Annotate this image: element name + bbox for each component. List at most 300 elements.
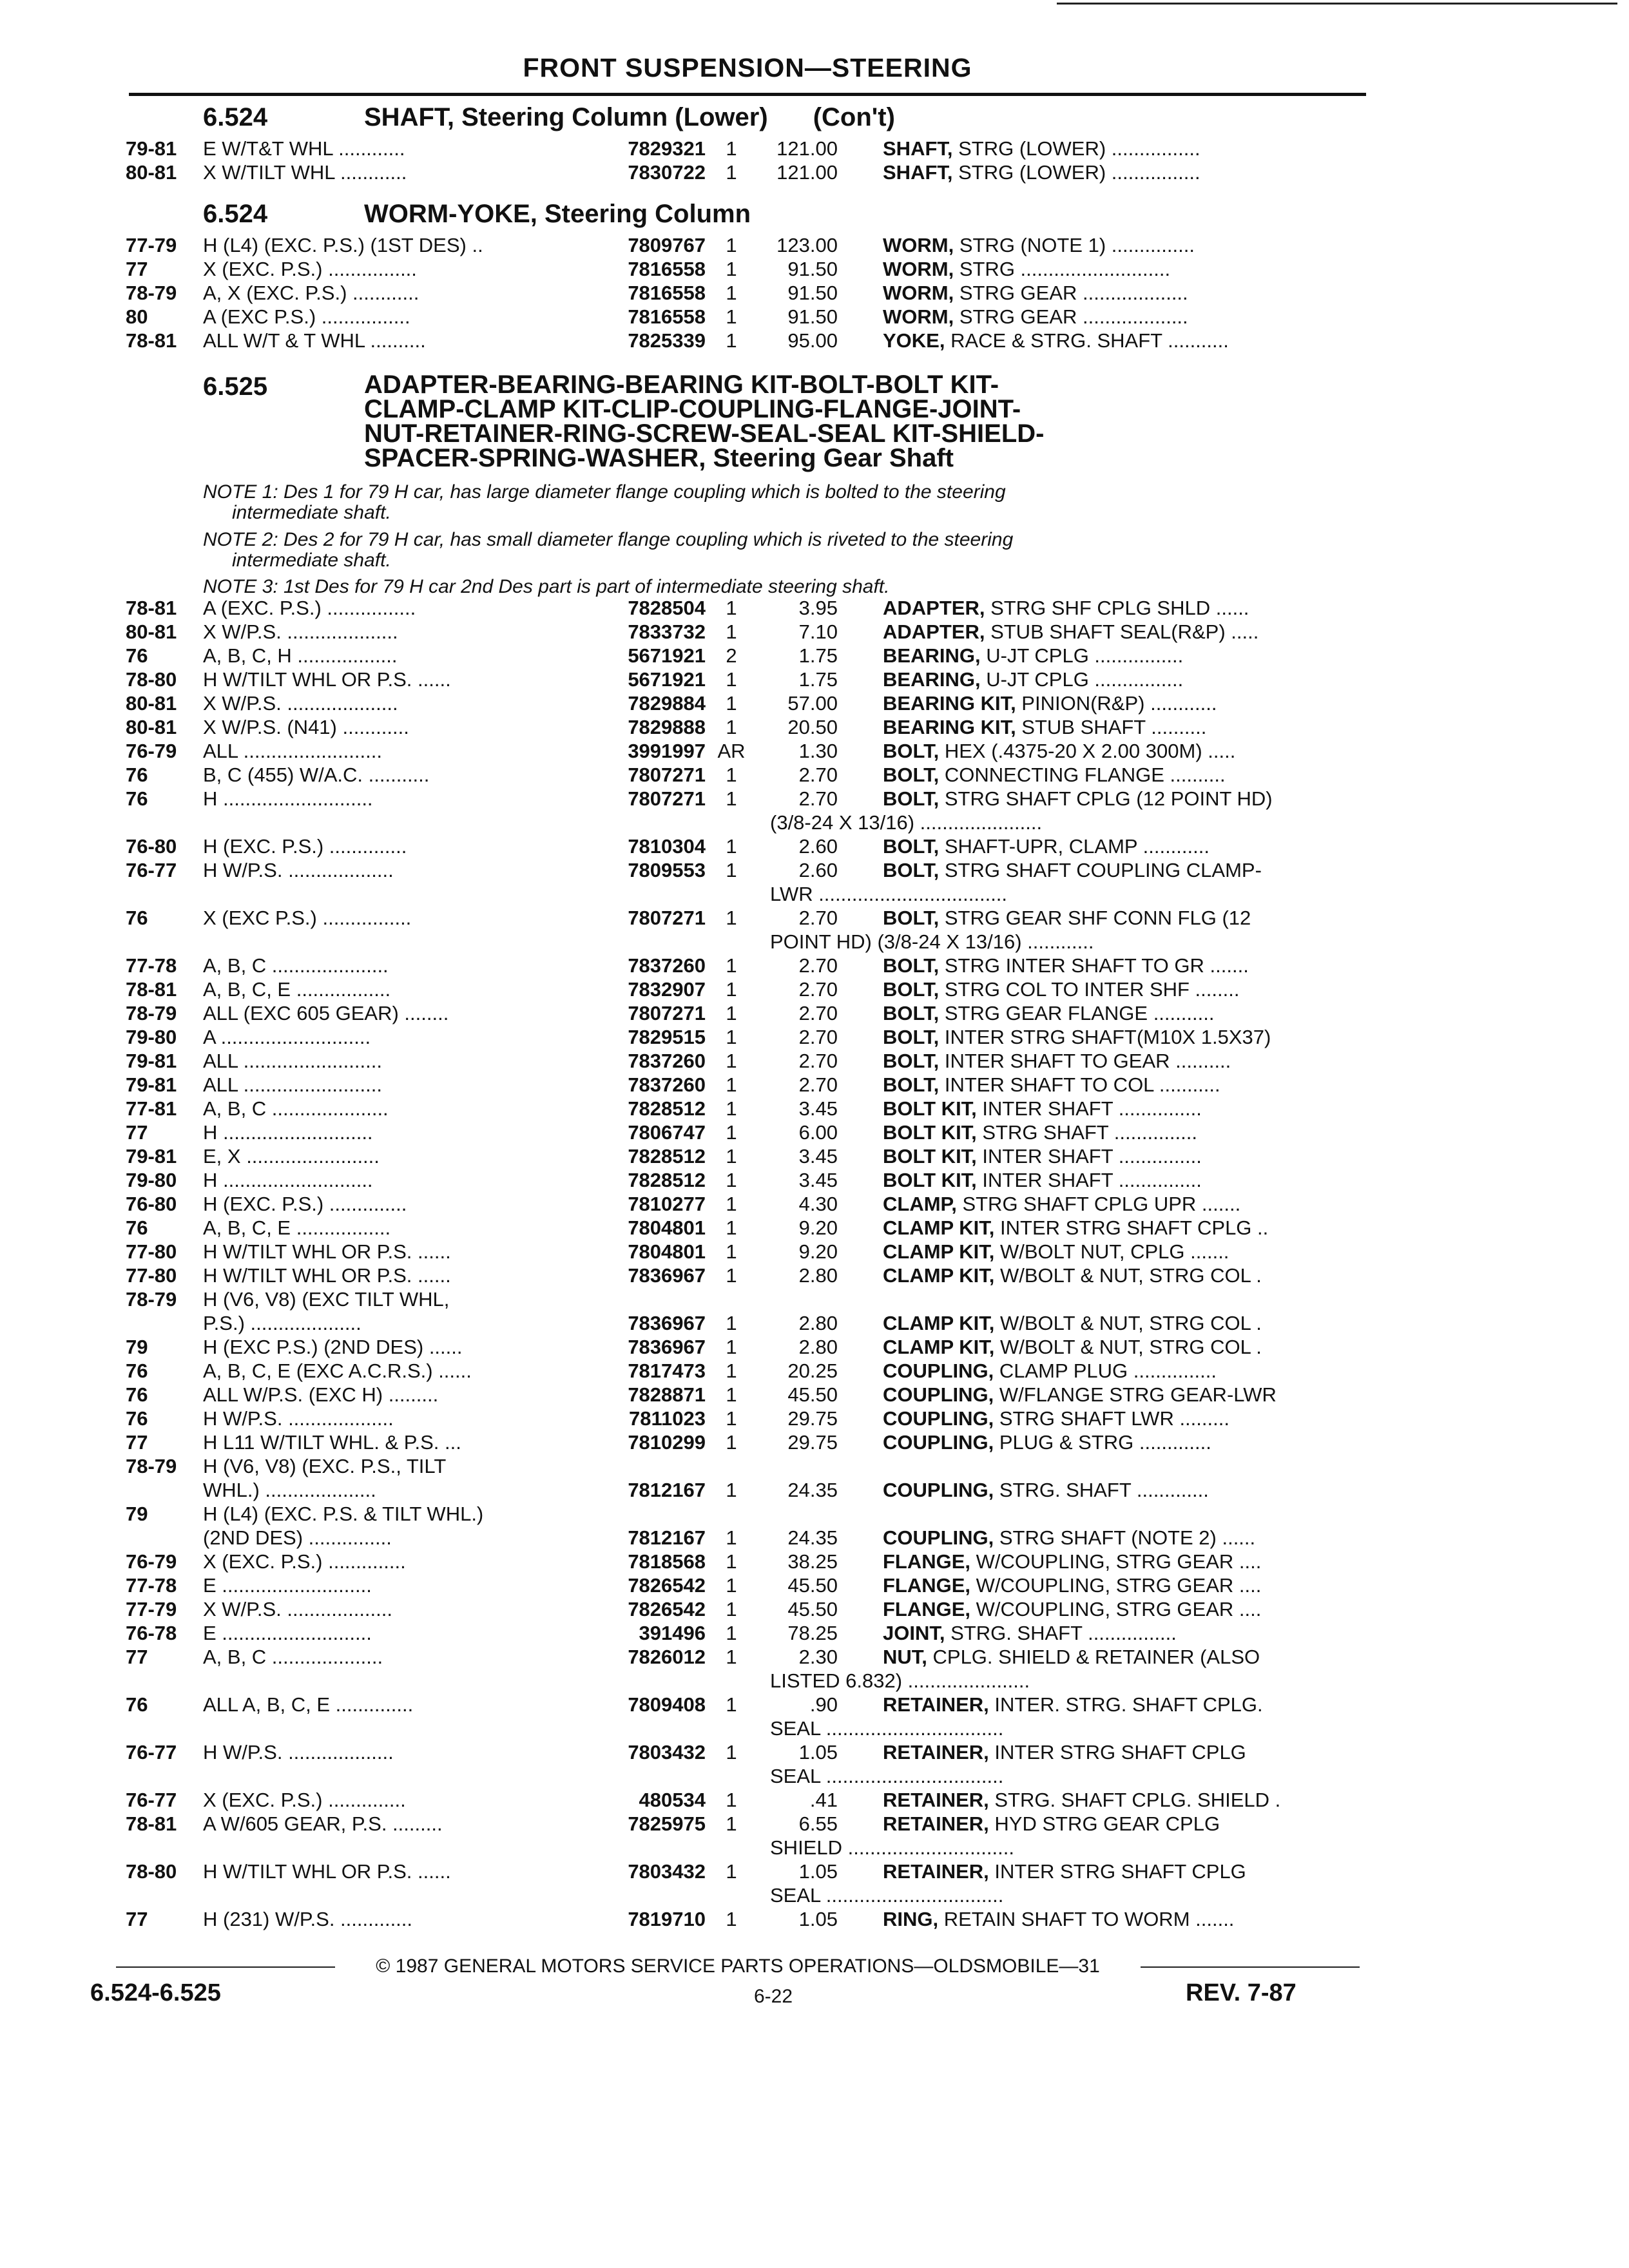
description [883,1478,1482,1502]
part-number: 7810299 [628,1431,706,1454]
description-keyword: BOLT KIT, [883,1097,977,1120]
description-keyword: WORM, [883,234,954,256]
price: 3.45 [798,1169,838,1191]
quantity: 1 [726,1741,737,1763]
description-keyword: COUPLING, [883,1479,994,1501]
description [883,1025,1482,1049]
part-number: 480534 [639,1789,706,1811]
price: 20.50 [787,716,838,738]
model-years: 78-81 [126,978,177,1001]
model-years: 78-80 [126,668,177,691]
description-text: SHAFT-UPR, CLAMP ............ [939,835,1210,858]
quantity: 1 [726,234,737,256]
price: 123.00 [776,234,838,256]
description-text: W/BOLT & NUT, STRG COL . [994,1312,1262,1334]
description-text: W/BOLT & NUT, STRG COL . [994,1264,1262,1287]
description-keyword: FLANGE, [883,1574,971,1597]
price: 7.10 [798,620,838,643]
price: 1.05 [798,1860,838,1883]
section-continued: (Con't) [813,103,895,131]
application: H (EXC. P.S.) .............. [203,1193,407,1215]
price: 29.75 [787,1431,838,1454]
model-years: 77-79 [126,234,177,256]
description-keyword: COUPLING, [883,1431,994,1454]
part-number: 7829884 [628,692,706,715]
quantity: 1 [726,1336,737,1358]
section-number: 6.524 [203,103,268,131]
section-title-line: ADAPTER-BEARING-BEARING KIT-BOLT-BOLT KIT- [364,370,999,399]
model-years: 76-78 [126,1622,177,1644]
model-years: 77 [126,258,148,280]
part-number: 7829888 [628,716,706,738]
application: X (EXC. P.S.) ................ [203,258,417,280]
application: A W/605 GEAR, P.S. ......... [203,1812,443,1835]
model-years: 77-78 [126,1574,177,1597]
description [883,1550,1482,1573]
price: 45.50 [787,1598,838,1620]
model-years: 76 [126,644,148,667]
model-years: 78-79 [126,1455,177,1477]
description [883,620,1482,644]
description [883,1264,1482,1287]
price: 2.70 [798,978,838,1001]
part-number: 7836967 [628,1336,706,1358]
description [883,1860,1482,1883]
part-number: 7818568 [628,1550,706,1573]
description-text: STRG SHF CPLG SHLD ...... [985,597,1249,619]
description [883,1049,1482,1073]
description-text: STRG INTER SHAFT TO GR ....... [939,954,1249,977]
quantity: 1 [726,1598,737,1620]
part-number: 7825339 [628,329,706,352]
quantity: 1 [726,764,737,786]
part-number: 7825975 [628,1812,706,1835]
description-continued: SHIELD .............................. [770,1836,1014,1859]
quantity: 1 [726,1169,737,1191]
quantity: 1 [726,620,737,643]
description-keyword: BOLT, [883,907,940,929]
price: 9.20 [798,1240,838,1263]
part-number: 7804801 [628,1216,706,1239]
part-number: 7836967 [628,1312,706,1334]
application: X (EXC P.S.) ................ [203,907,412,929]
revision: REV. 7-87 [1186,1979,1296,2006]
model-years: 79-81 [126,137,177,160]
description-text: W/BOLT & NUT, STRG COL . [994,1336,1262,1358]
price: 45.50 [787,1383,838,1406]
description-continued: POINT HD) (3/8-24 X 13/16) ............ [770,930,1094,953]
description-continued: LWR .................................. [770,883,1008,905]
price: 2.60 [798,859,838,881]
model-years: 78-80 [126,1860,177,1883]
description-text: STRG SHAFT CPLG UPR ....... [956,1193,1241,1215]
model-years: 76-77 [126,1789,177,1811]
price: 29.75 [787,1407,838,1430]
application: H W/TILT WHL OR P.S. ...... [203,1264,451,1287]
description-keyword: JOINT, [883,1622,945,1644]
application: H (L4) (EXC. P.S.) (1ST DES) .. [203,234,483,256]
part-number: 7803432 [628,1860,706,1883]
description [883,834,1482,858]
application: ALL W/T & T WHL .......... [203,329,426,352]
application: ALL (EXC 605 GEAR) ........ [203,1002,449,1024]
description [883,1407,1482,1430]
note-3 [203,577,1311,597]
application: E ........................... [203,1574,372,1597]
description-keyword: ADAPTER, [883,597,985,619]
quantity: 1 [726,1574,737,1597]
description-keyword: RETAINER, [883,1812,989,1835]
description [883,1812,1482,1836]
model-years: 76-79 [126,740,177,762]
model-years: 79-81 [126,1050,177,1072]
description-keyword: BEARING, [883,644,981,667]
part-number: 7828512 [628,1097,706,1120]
part-number: 7809408 [628,1693,706,1716]
model-years: 80 [126,305,148,328]
model-years: 77-80 [126,1240,177,1263]
model-years: 78-79 [126,282,177,304]
application: A (EXC. P.S.) ................ [203,597,416,619]
quantity: 1 [726,1908,737,1930]
description [883,329,1482,352]
application: X W/P.S. .................... [203,692,398,715]
quantity: 1 [726,1431,737,1454]
description-keyword: BOLT KIT, [883,1169,977,1191]
part-number: 7826542 [628,1574,706,1597]
section-title-line: NUT-RETAINER-RING-SCREW-SEAL-SEAL KIT-SHIELD- [364,419,1045,448]
description-text: INTER STRG SHAFT CPLG [988,1860,1246,1883]
description [883,1120,1482,1144]
price: 2.70 [798,954,838,977]
application: H W/TILT WHL OR P.S. ...... [203,1240,451,1263]
description-text: STRG (LOWER) ................ [952,161,1200,184]
quantity: 1 [726,1812,737,1835]
part-number: 7819710 [628,1908,706,1930]
description-text: CLAMP PLUG ............... [994,1360,1217,1382]
part-number: 7806747 [628,1121,706,1144]
application: A, B, C .................... [203,1646,383,1668]
application: H W/P.S. ................... [203,859,394,881]
description-text: INTER SHAFT TO GEAR .......... [939,1050,1231,1072]
part-number: 7826542 [628,1598,706,1620]
description-keyword: BOLT, [883,859,940,881]
description-text: STRG SHAFT (NOTE 2) ...... [994,1526,1256,1549]
part-number: 7810277 [628,1193,706,1215]
section-title-line: SPACER-SPRING-WASHER, Steering Gear Shaft [364,444,954,472]
price: 95.00 [787,329,838,352]
part-number: 7828512 [628,1145,706,1168]
part-number: 7837260 [628,1050,706,1072]
quantity: 1 [726,1264,737,1287]
quantity: 1 [726,161,737,184]
quantity: 1 [726,1312,737,1334]
quantity: 1 [726,1622,737,1644]
description-keyword: RETAINER, [883,1693,989,1716]
part-number: 7809767 [628,234,706,256]
description-text: STRG COL TO INTER SHF ........ [939,978,1240,1001]
model-years: 78-79 [126,1288,177,1311]
description [883,715,1482,739]
description [883,305,1482,329]
quantity: AR [717,740,746,762]
part-number: 7803432 [628,1741,706,1763]
part-number: 5671921 [628,644,706,667]
quantity: 1 [726,329,737,352]
price: 38.25 [787,1550,838,1573]
quantity: 1 [726,1383,737,1406]
section-heading [203,103,895,132]
description [883,1788,1482,1812]
quantity: 1 [726,282,737,304]
quantity: 1 [726,1360,737,1382]
description-keyword: BOLT, [883,1026,940,1048]
description [883,691,1482,715]
model-years: 76 [126,1360,148,1382]
description [883,1573,1482,1597]
quantity: 1 [726,1860,737,1883]
model-years: 77-81 [126,1097,177,1120]
quantity: 1 [726,859,737,881]
description-keyword: COUPLING, [883,1360,994,1382]
description-keyword: SHAFT, [883,137,953,160]
section-number: 6.524 [203,200,268,228]
description-text: RACE & STRG. SHAFT ........... [945,329,1229,352]
application: H ........................... [203,787,373,810]
model-years: 76-77 [126,859,177,881]
part-number: 7810304 [628,835,706,858]
quantity: 1 [726,787,737,810]
price: .90 [809,1693,838,1716]
part-number: 7817473 [628,1360,706,1382]
note-line: NOTE 3: 1st Des for 79 H car 2nd Des part is part of intermediate steering shaft. [203,576,890,597]
description-text: STRG. SHAFT CPLG. SHIELD . [988,1789,1281,1811]
part-number: 7812167 [628,1479,706,1501]
price: 2.80 [798,1312,838,1334]
description-text: W/BOLT NUT, CPLG ....... [994,1240,1229,1263]
header-rule [129,93,1366,96]
part-number: 7837260 [628,1073,706,1096]
part-number: 7830722 [628,161,706,184]
price: 2.70 [798,787,838,810]
description [883,596,1482,620]
description-text: RETAIN SHAFT TO WORM ....... [938,1908,1235,1930]
description-text: INTER SHAFT ............... [976,1097,1202,1120]
description [883,1240,1482,1264]
description [883,1144,1482,1168]
application: E W/T&T WHL ............ [203,137,405,160]
price: 3.45 [798,1097,838,1120]
description-text: INTER STRG SHAFT CPLG [988,1741,1246,1763]
application: B, C (455) W/A.C. ........... [203,764,430,786]
model-years: 76 [126,907,148,929]
application: X W/P.S. ................... [203,1598,393,1620]
note-line: intermediate shaft. [232,502,391,523]
part-number: 7811023 [629,1407,706,1430]
quantity: 1 [726,1097,737,1120]
price: 6.00 [798,1121,838,1144]
price: 2.70 [798,1002,838,1024]
description [883,1073,1482,1097]
price: 91.50 [787,282,838,304]
model-years: 80-81 [126,716,177,738]
description-text: W/COUPLING, STRG GEAR .... [970,1598,1262,1620]
section-heading [203,200,751,229]
application: H ........................... [203,1121,373,1144]
description [883,954,1482,977]
description-keyword: BEARING KIT, [883,716,1016,738]
price: 2.80 [798,1336,838,1358]
quantity: 1 [726,835,737,858]
model-years: 77 [126,1121,148,1144]
model-years: 77 [126,1646,148,1668]
description-keyword: RING, [883,1908,939,1930]
price: 57.00 [787,692,838,715]
part-number: 391496 [639,1622,706,1644]
model-years: 77-79 [126,1598,177,1620]
description-keyword: COUPLING, [883,1383,994,1406]
section-range: 6.524-6.525 [90,1979,221,2006]
part-number: 7829321 [628,137,706,160]
application: H ........................... [203,1169,373,1191]
description [883,1097,1482,1120]
description [883,977,1482,1001]
copyright-line: © 1987 GENERAL MOTORS SERVICE PARTS OPERATIONS—OLDSMOBILE—31 [376,1956,1100,1977]
application: ALL ......................... [203,1050,382,1072]
quantity: 1 [726,1407,737,1430]
part-number: 7816558 [628,305,706,328]
description-continued: (3/8-24 X 13/16) ...................... [770,811,1043,834]
description-text: STUB SHAFT .......... [1016,716,1207,738]
quantity: 1 [726,1240,737,1263]
application: E, X ........................ [203,1145,380,1168]
price: 45.50 [787,1574,838,1597]
description-text: STRG SHAFT LWR ......... [994,1407,1229,1430]
application: H W/P.S. ................... [203,1741,394,1763]
price: 2.70 [798,764,838,786]
description-text: W/COUPLING, STRG GEAR .... [970,1550,1262,1573]
description-text: STRG (LOWER) ................ [952,137,1200,160]
description-keyword: BEARING KIT, [883,692,1016,715]
description-keyword: CLAMP KIT, [883,1216,995,1239]
note-line: intermediate shaft. [232,550,391,571]
part-number: 7832907 [628,978,706,1001]
application: A, B, C ..................... [203,954,389,977]
description-keyword: BOLT, [883,954,940,977]
model-years: 78-81 [126,329,177,352]
description [883,858,1482,882]
description [883,281,1482,305]
description-keyword: BOLT, [883,787,940,810]
part-number: 7828504 [628,597,706,619]
model-years: 77 [126,1908,148,1930]
description-keyword: BEARING, [883,668,981,691]
description-keyword: CLAMP KIT, [883,1264,995,1287]
model-years: 76-80 [126,835,177,858]
model-years: 76 [126,1383,148,1406]
description-keyword: BOLT, [883,1073,940,1096]
description-keyword: WORM, [883,282,954,304]
description-keyword: BOLT, [883,978,940,1001]
model-years: 76-77 [126,1741,177,1763]
model-years: 77-78 [126,954,177,977]
description [883,137,1482,160]
application: E ........................... [203,1622,372,1644]
description-text: STRG ........................... [954,258,1171,280]
description-text: INTER SHAFT ............... [976,1145,1202,1168]
price: 121.00 [776,161,838,184]
price: 2.60 [798,835,838,858]
application: A, B, C, E (EXC A.C.R.S.) ...... [203,1360,472,1382]
description-keyword: NUT, [883,1646,927,1668]
description-text: HEX (.4375-20 X 2.00 300M) ..... [939,740,1236,762]
model-years: 79-80 [126,1026,177,1048]
part-number: 3991997 [628,740,706,762]
model-years: 76-80 [126,1193,177,1215]
model-years: 79-81 [126,1073,177,1096]
section-title: WORM-YOKE, Steering Column [364,200,751,228]
description-keyword: CLAMP KIT, [883,1312,995,1334]
section-title [364,372,1331,470]
description-continued: SEAL ................................ [770,1765,1004,1787]
part-number: 7807271 [628,764,706,786]
application: X (EXC. P.S.) .............. [203,1550,406,1573]
description [883,1430,1482,1454]
description-continued: SEAL ................................ [770,1884,1004,1907]
description-text: STRG. SHAFT ............. [994,1479,1209,1501]
description [883,763,1482,787]
model-years: 79 [126,1336,148,1358]
application: H (231) W/P.S. ............. [203,1908,413,1930]
quantity: 1 [726,954,737,977]
footer-rule [1141,1966,1360,1968]
description [883,1740,1482,1764]
model-years: 77-80 [126,1264,177,1287]
section-number: 6.525 [203,372,268,401]
note-2 [203,530,1311,571]
application: ALL W/P.S. (EXC H) ......... [203,1383,439,1406]
price: 2.70 [798,1050,838,1072]
application: A, B, C, E ................. [203,1216,391,1239]
note-line: NOTE 2: Des 2 for 79 H car, has small diameter flange coupling which is riveted to the steering [203,529,1014,550]
application: ALL A, B, C, E .............. [203,1693,414,1716]
price: 2.70 [798,1026,838,1048]
quantity: 1 [726,137,737,160]
description-keyword: BOLT KIT, [883,1121,977,1144]
description-text: STRG GEAR SHF CONN FLG (12 [939,907,1251,929]
price: 3.45 [798,1145,838,1168]
page-number: 6-22 [753,1986,793,2007]
price: 1.75 [798,668,838,691]
note-line: NOTE 1: Des 1 for 79 H car, has large diameter flange coupling which is bolted to the steering [203,481,1006,503]
application: H W/P.S. ................... [203,1407,394,1430]
description-text: CPLG. SHIELD & RETAINER (ALSO [927,1646,1260,1668]
description [883,1383,1482,1407]
description [883,906,1482,930]
quantity: 1 [726,1026,737,1048]
description-keyword: SHAFT, [883,161,953,184]
description [883,233,1482,257]
quantity: 1 [726,258,737,280]
description-text: W/FLANGE STRG GEAR-LWR [994,1383,1277,1406]
page-title: FRONT SUSPENSION—STEERING [523,53,972,82]
section-title: SHAFT, Steering Column (Lower) [364,103,768,131]
description [883,1597,1482,1621]
quantity: 1 [726,1479,737,1501]
application: H (EXC. P.S.) .............. [203,835,407,858]
application: X W/P.S. (N41) ............ [203,716,409,738]
price: 20.25 [787,1360,838,1382]
